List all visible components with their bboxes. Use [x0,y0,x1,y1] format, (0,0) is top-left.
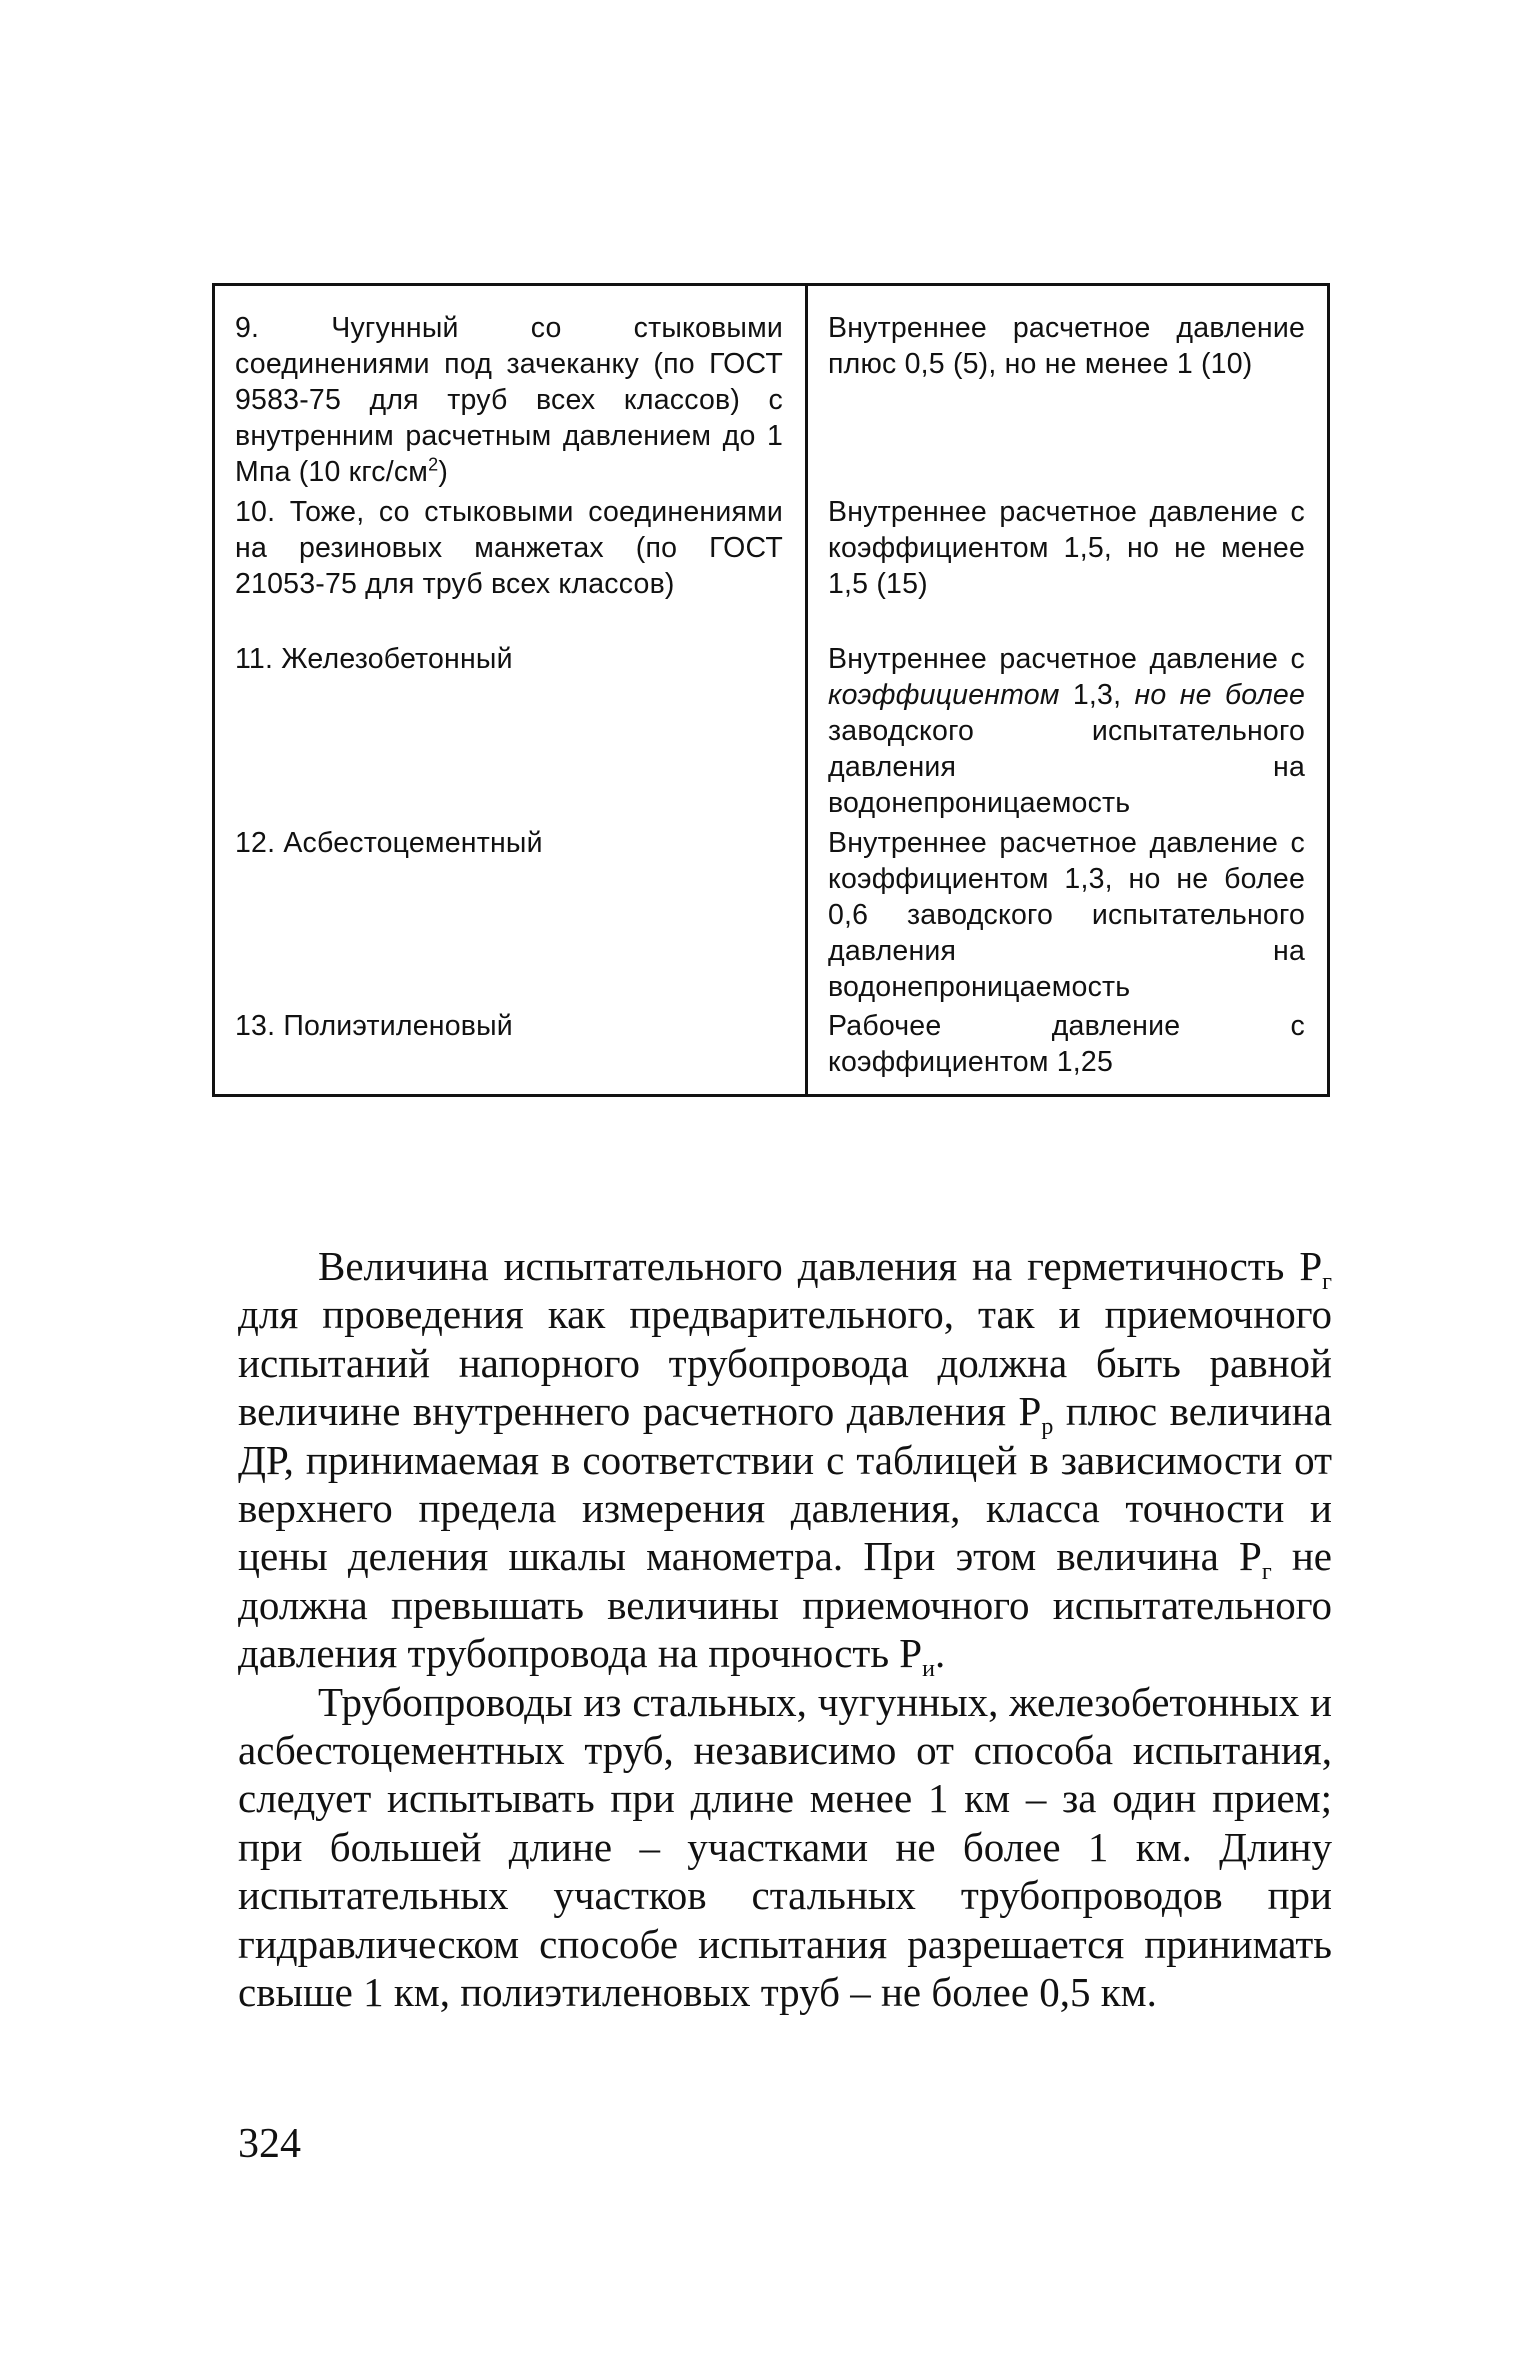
pipe-type-text: 10. Тоже, со стыковыми соединениями на резиновых манжетах (по ГОСТ 21053-75 для труб всех классов) [235,496,783,601]
pipe-type-text-tail: ) [438,456,449,488]
paragraph-text: не должна превышать величины приемочного испытательного давления трубопровода на прочность Р [238,1533,1333,1677]
pressure-cell [807,825,1329,1009]
subscript: г [1261,1559,1272,1586]
pressure-cell [807,1008,1329,1095]
paragraph [238,1242,1333,1683]
table-row [214,285,1329,495]
subscript: г [1322,1269,1332,1296]
pressure-text: Внутреннее расчетное давление с [828,643,1305,676]
pipe-type-cell [214,494,807,641]
body-text [238,1242,1332,2017]
subscript: р [1041,1414,1054,1441]
pressure-text-italic: но не более [1134,679,1305,712]
pressure-text-italic: коэффициентом [828,679,1060,712]
table-row [214,494,1329,641]
pipe-type-text: 13. Полиэтиленовый [235,1010,513,1043]
pipe-type-text: 12. Асбестоцементный [235,826,543,859]
table-row [214,641,1329,825]
paragraph-text: . [934,1630,946,1677]
pressure-cell [807,641,1329,825]
pressure-text: Рабочее давление с коэффициентом 1,25 [828,1010,1305,1079]
paragraph-text: для проведения как предварительного, так и приемочного испытаний напорного трубопровода должна быть равной величине внутреннего расчетного давления Р [238,1291,1332,1435]
superscript: 2 [428,454,439,475]
pipe-type-cell [214,641,807,825]
pipe-type-cell [214,1008,807,1095]
pressure-text: Внутреннее расчетное давление плюс 0,5 (5), но не менее 1 (10) [828,312,1305,380]
paragraph-text: Величина испытательного давления на герметичность Р [318,1243,1323,1289]
paragraph-text: плюс величина ДР, принимаемая в соответствии с таблицей в зависимости от верхнего предела измерения давления, класса точности и цены деления шкалы манометра. При этом величина Р [238,1388,1332,1580]
pipe-type-text: 11. Железобетонный [235,643,513,676]
pipe-type-cell [214,285,807,495]
pressure-text: Внутреннее расчетное давление с коэффициентом 1,5, но не менее 1,5 (15) [828,496,1305,601]
page-number: 324 [238,2121,301,2167]
table-row [214,825,1329,1009]
pressure-cell [807,494,1329,641]
pressure-text: 1,3, [1059,679,1135,712]
pressure-table [212,283,1330,1097]
pipe-type-cell [214,825,807,1009]
subscript: и [922,1656,935,1683]
table-row [214,1008,1329,1095]
pressure-text: Внутреннее расчетное давление с коэффициентом 1,3, но не более 0,6 заводского испытательного давления на водонепроницаемость [828,826,1305,1003]
pressure-text: заводского испытательного давления на водонепроницаемость [828,715,1305,820]
pipe-type-text: 9. Чугунный со стыковыми соединениями под зачеканку (по ГОСТ 9583-75 для труб всех классов) с внутренним расчетным давлением до 1 Мпа (10 кгс/см [235,312,783,488]
pressure-cell [807,285,1329,495]
paragraph: Трубопроводы из стальных, чугунных, железобетонных и асбестоцементных труб, независимо от способа испытания, следует испытывать при длине менее 1 км – за один прием; при большей длине – участками не более 1 км. Длину испытательных участков стальных трубопроводов при гидравлическом способе испытания разрешается принимать свыше 1 км, полиэтиленовых труб – не более 0,5 км. [238,1678,1332,2016]
